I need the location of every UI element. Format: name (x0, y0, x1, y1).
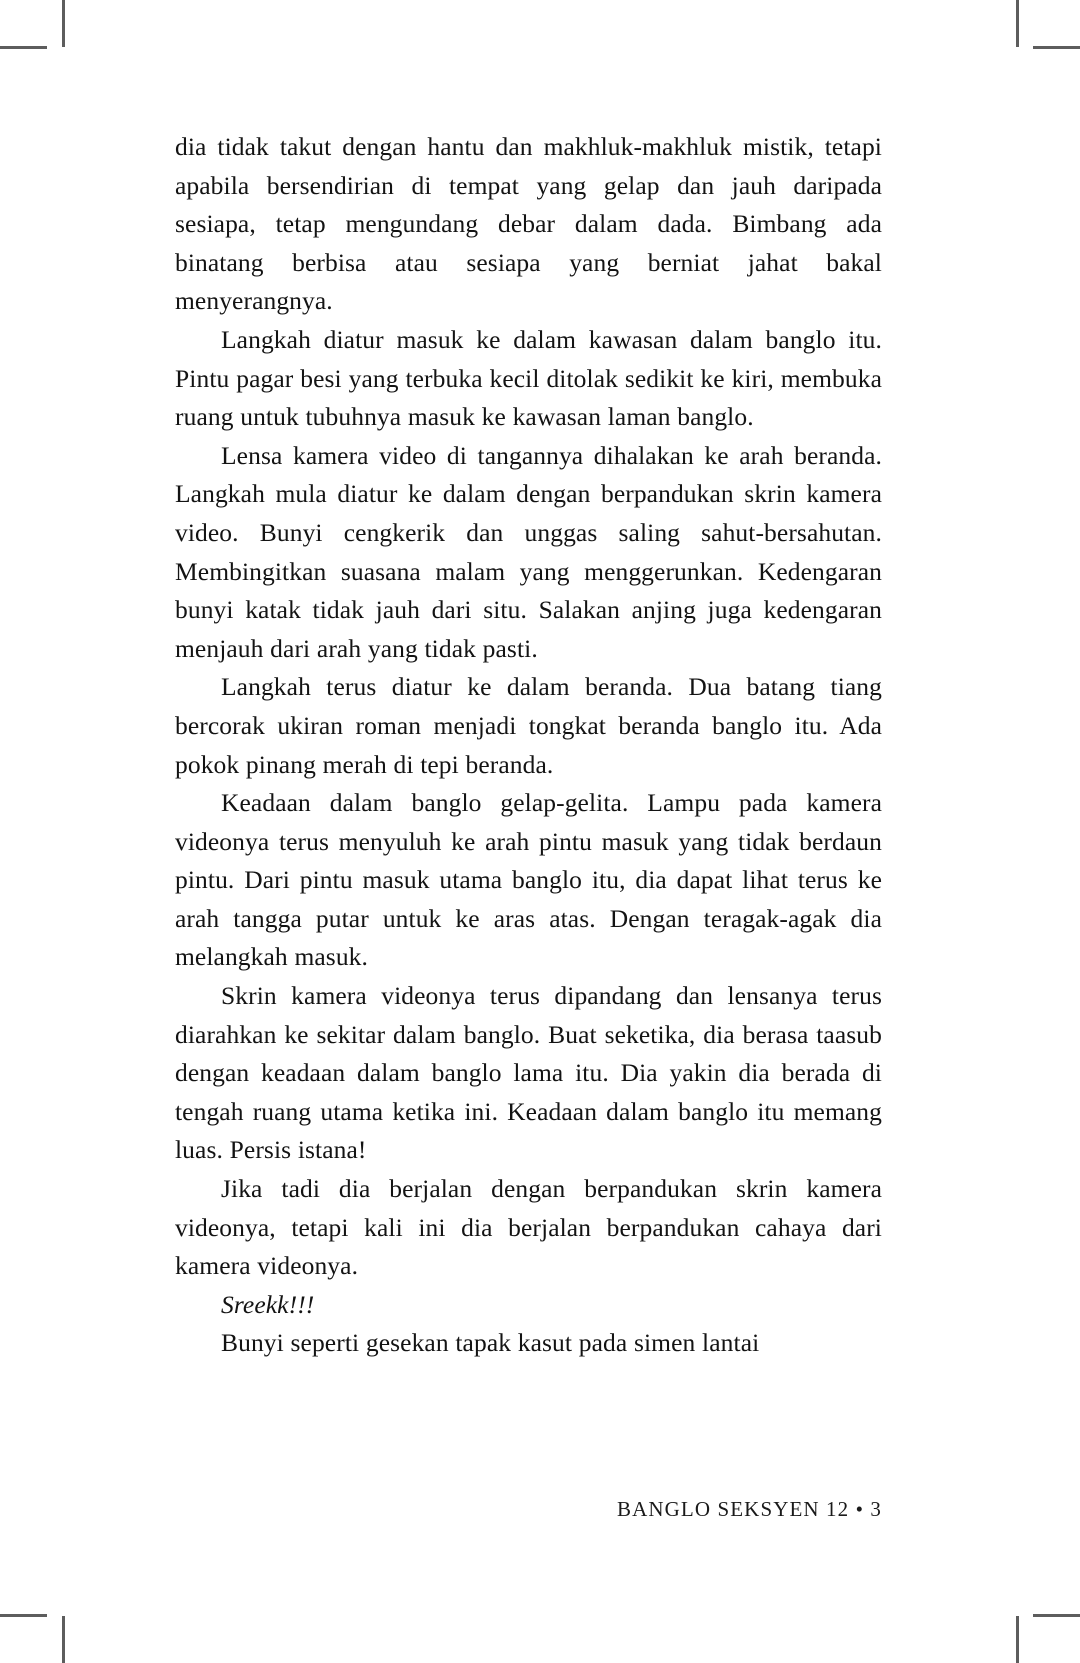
running-footer-text: BANGLO SEKSYEN 12 • 3 (617, 1497, 882, 1521)
crop-mark-top-left-vertical (62, 0, 65, 47)
sound-effect-line: Sreekk!!! (221, 1289, 315, 1319)
crop-mark-bottom-left-vertical (62, 1616, 65, 1663)
crop-mark-top-right-vertical (1016, 0, 1019, 47)
paragraph: Langkah diatur masuk ke dalam kawasan dalam banglo itu. Pintu pagar besi yang terbuka kecil ditolak sedikit ke kiri, membuka ruang untuk tubuhnya masuk ke kawasan laman banglo. (175, 324, 882, 432)
crop-mark-bottom-right-horizontal (1033, 1614, 1080, 1617)
paragraph: Skrin kamera videonya terus dipandang dan lensanya terus diarahkan ke sekitar dalam banglo. Buat seketika, dia berasa taasub dengan keadaan dalam banglo lama itu. Dia yakin dia berada di tengah ruang utama ketika ini. Keadaan dalam banglo itu memang luas. Persis istana! (175, 981, 882, 1165)
paragraph: Keadaan dalam banglo gelap-gelita. Lampu pada kamera videonya terus menyuluh ke arah pintu masuk yang tidak berdaun pintu. Dari pintu masuk utama banglo itu, dia dapat lihat terus ke arah tangga putar untuk ke aras atas. Dengan teragak-agak dia melangkah masuk. (175, 788, 882, 972)
crop-mark-bottom-left-horizontal (0, 1614, 47, 1617)
paragraph: Lensa kamera video di tangannya dihalakan ke arah beranda. Langkah mula diatur ke dalam dengan berpandukan skrin kamera video. Bunyi cengkerik dan unggas saling sahut-bersahutan. Membingitkan suasana malam yang menggerunkan. Kedengaran bunyi katak tidak jauh dari situ. Salakan anjing juga kedengaran menjauh dari arah yang tidak pasti. (175, 440, 882, 663)
paragraph-truncated: Bunyi seperti gesekan tapak kasut pada simen lantai (221, 1328, 760, 1358)
paragraph-continuation: dia tidak takut dengan hantu dan makhluk-makhluk mistik, tetapi apabila bersendirian di tempat yang gelap dan jauh daripada sesiapa, tetap mengundang debar dalam dada. Bimbang ada binatang berbisa atau sesiapa yang berniat jahat bakal menyerangnya. (175, 132, 882, 316)
crop-mark-top-right-horizontal (1033, 46, 1080, 49)
paragraph: Langkah terus diatur ke dalam beranda. Dua batang tiang bercorak ukiran roman menjadi tongkat beranda banglo itu. Ada pokok pinang merah di tepi beranda. (175, 672, 882, 779)
running-footer (175, 1497, 882, 1522)
crop-mark-top-left-horizontal (0, 46, 47, 49)
page-text-block (175, 128, 882, 1363)
paragraph: Jika tadi dia berjalan dengan berpandukan skrin kamera videonya, tetapi kali ini dia berjalan berpandukan cahaya dari kamera videonya. (175, 1174, 882, 1281)
crop-mark-bottom-right-vertical (1016, 1616, 1019, 1663)
